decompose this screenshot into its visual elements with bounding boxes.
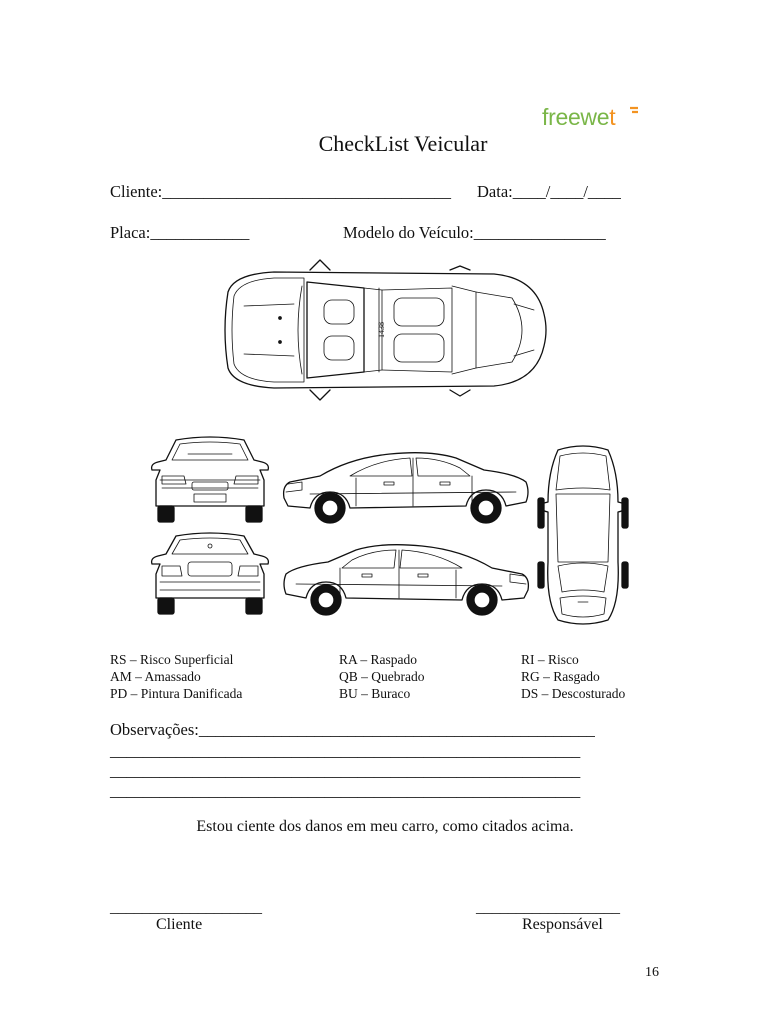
car-rear-view	[148, 532, 272, 616]
observacoes-line-1[interactable]: _________________________________________________________	[110, 741, 581, 760]
legend-item-rs: RS – Risco Superficial	[110, 652, 234, 667]
page-number: 16	[645, 965, 659, 980]
cliente-field[interactable]: Cliente:___________________________________	[110, 182, 451, 201]
cliente-signature-label: Cliente	[156, 916, 203, 933]
logo-text-orange: t	[609, 104, 616, 130]
legend-item-pd: PD – Pintura Danificada	[110, 686, 243, 701]
legend-item-rg: RG – Rasgado	[521, 669, 600, 684]
logo-text-green: freewe	[542, 104, 610, 130]
legend-col-3	[521, 651, 625, 702]
legend-item-am: AM – Amassado	[110, 669, 201, 684]
car-top-view	[214, 266, 550, 394]
legend-item-ds: DS – Descosturado	[521, 686, 626, 701]
responsavel-signature-label: Responsável	[522, 916, 603, 933]
car-front-view	[148, 436, 272, 526]
top-view-dimension: 1438	[377, 322, 386, 338]
legend-item-ra: RA – Raspado	[339, 652, 418, 667]
legend-col-1	[110, 651, 242, 702]
acknowledgement-statement: Estou ciente dos danos em meu carro, como citados acima.	[196, 818, 574, 835]
legend-item-ri: RI – Risco	[521, 652, 579, 667]
data-field[interactable]: Data:____/____/____	[477, 182, 621, 201]
logo-mark-icon	[628, 106, 640, 118]
car-right-side-view	[280, 448, 532, 526]
legend-item-qb: QB – Quebrado	[339, 669, 425, 684]
observacoes-line-3[interactable]: _________________________________________________________	[110, 781, 581, 800]
observacoes-line-2[interactable]: _________________________________________________________	[110, 761, 581, 780]
freewet-logo	[542, 104, 615, 131]
cliente-signature-line[interactable]: ___________________	[110, 899, 262, 916]
legend-col-2	[339, 651, 424, 702]
car-top-front-view	[538, 442, 628, 628]
observacoes-field[interactable]: Observações:________________________________________________	[110, 720, 595, 739]
legend-item-bu: BU – Buraco	[339, 686, 411, 701]
placa-field[interactable]: Placa:____________	[110, 223, 250, 242]
modelo-field[interactable]: Modelo do Veículo:________________	[343, 223, 606, 242]
car-left-side-view	[280, 540, 532, 620]
responsavel-signature-line[interactable]: __________________	[476, 899, 620, 916]
page-title: CheckList Veicular	[318, 131, 488, 156]
